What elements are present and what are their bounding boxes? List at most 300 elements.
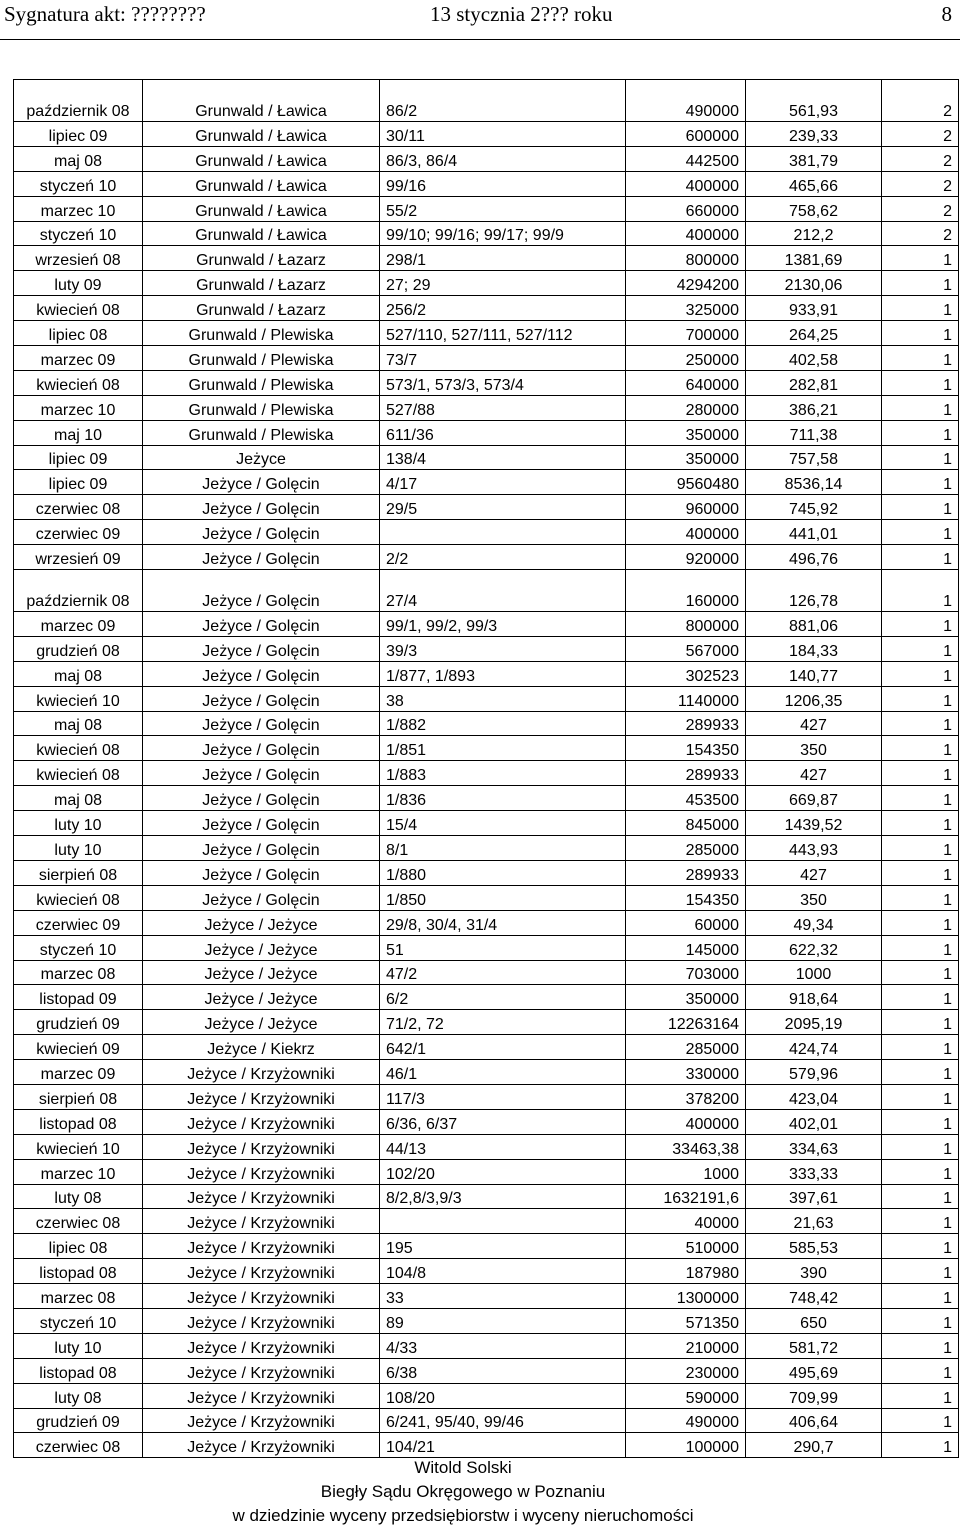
location-cell: Jeżyce / Krzyżowniki — [143, 1060, 380, 1085]
transaction-date-cell: czerwiec 08 — [14, 1433, 143, 1458]
transaction-date-cell: kwiecień 08 — [14, 296, 143, 321]
price-per-sqm-cell: 8536,14 — [746, 470, 882, 495]
transaction-date-cell: kwiecień 09 — [14, 1035, 143, 1060]
transaction-date-cell: marzec 09 — [14, 346, 143, 371]
plot-number-cell: 1/877, 1/893 — [380, 661, 626, 686]
column-six-cell: 2 — [882, 196, 959, 221]
plot-number-cell: 573/1, 573/3, 573/4 — [380, 370, 626, 395]
price-cell: 12263164 — [626, 1010, 746, 1035]
price-cell: 289933 — [626, 860, 746, 885]
table-row — [14, 1209, 959, 1234]
plot-number-cell: 38 — [380, 686, 626, 711]
location-cell: Grunwald / Łazarz — [143, 296, 380, 321]
plot-number-cell: 138/4 — [380, 445, 626, 470]
price-cell: 490000 — [626, 1408, 746, 1433]
price-cell: 100000 — [626, 1433, 746, 1458]
transaction-date-cell: styczeń 10 — [14, 171, 143, 196]
transaction-date-cell: maj 08 — [14, 661, 143, 686]
table-row — [14, 985, 959, 1010]
table-row — [14, 960, 959, 985]
location-cell: Jeżyce / Golęcin — [143, 520, 380, 545]
transaction-date-cell: sierpień 08 — [14, 860, 143, 885]
price-per-sqm-cell: 711,38 — [746, 420, 882, 445]
plot-number-cell: 108/20 — [380, 1383, 626, 1408]
price-per-sqm-cell: 918,64 — [746, 985, 882, 1010]
location-cell: Grunwald / Plewiska — [143, 346, 380, 371]
price-per-sqm-cell: 581,72 — [746, 1333, 882, 1358]
price-cell: 640000 — [626, 370, 746, 395]
price-per-sqm-cell: 745,92 — [746, 495, 882, 520]
transaction-date-cell: maj 10 — [14, 420, 143, 445]
plot-number-cell: 51 — [380, 935, 626, 960]
price-cell: 660000 — [626, 196, 746, 221]
table-row — [14, 271, 959, 296]
transaction-date-cell: maj 08 — [14, 146, 143, 171]
table-row — [14, 836, 959, 861]
price-per-sqm-cell: 757,58 — [746, 445, 882, 470]
transaction-date-cell: czerwiec 08 — [14, 495, 143, 520]
location-cell: Jeżyce / Krzyżowniki — [143, 1259, 380, 1284]
transaction-date-cell: grudzień 09 — [14, 1010, 143, 1035]
price-per-sqm-cell: 465,66 — [746, 171, 882, 196]
table-row — [14, 1084, 959, 1109]
column-six-cell: 1 — [882, 1184, 959, 1209]
transaction-date-cell: listopad 08 — [14, 1358, 143, 1383]
transaction-date-cell: marzec 10 — [14, 196, 143, 221]
price-cell: 33463,38 — [626, 1134, 746, 1159]
price-per-sqm-cell: 402,01 — [746, 1109, 882, 1134]
price-per-sqm-cell: 2130,06 — [746, 271, 882, 296]
column-six-cell: 1 — [882, 985, 959, 1010]
price-per-sqm-cell: 443,93 — [746, 836, 882, 861]
price-per-sqm-cell: 140,77 — [746, 661, 882, 686]
column-six-cell: 1 — [882, 1084, 959, 1109]
plot-number-cell: 298/1 — [380, 246, 626, 271]
price-per-sqm-cell: 709,99 — [746, 1383, 882, 1408]
price-per-sqm-cell: 333,33 — [746, 1159, 882, 1184]
column-six-cell: 1 — [882, 520, 959, 545]
plot-number-cell: 27/4 — [380, 570, 626, 612]
price-cell: 442500 — [626, 146, 746, 171]
location-cell: Jeżyce / Golęcin — [143, 612, 380, 637]
location-cell: Jeżyce / Golęcin — [143, 736, 380, 761]
price-per-sqm-cell: 290,7 — [746, 1433, 882, 1458]
column-six-cell: 1 — [882, 395, 959, 420]
column-six-cell: 1 — [882, 346, 959, 371]
price-per-sqm-cell: 933,91 — [746, 296, 882, 321]
table-row — [14, 1308, 959, 1333]
location-cell: Jeżyce / Krzyżowniki — [143, 1333, 380, 1358]
table-row — [14, 1060, 959, 1085]
transaction-date-cell: październik 08 — [14, 570, 143, 612]
plot-number-cell: 8/2,8/3,9/3 — [380, 1184, 626, 1209]
table-row — [14, 736, 959, 761]
column-six-cell: 1 — [882, 1234, 959, 1259]
price-cell: 378200 — [626, 1084, 746, 1109]
location-cell: Jeżyce / Krzyżowniki — [143, 1358, 380, 1383]
price-per-sqm-cell: 126,78 — [746, 570, 882, 612]
column-six-cell: 1 — [882, 860, 959, 885]
column-six-cell: 1 — [882, 811, 959, 836]
table-row — [14, 570, 959, 612]
table-row — [14, 1010, 959, 1035]
transaction-date-cell: kwiecień 08 — [14, 370, 143, 395]
table-row — [14, 1408, 959, 1433]
price-cell: 845000 — [626, 811, 746, 836]
price-cell: 280000 — [626, 395, 746, 420]
plot-number-cell: 73/7 — [380, 346, 626, 371]
price-per-sqm-cell: 390 — [746, 1259, 882, 1284]
transaction-date-cell: październik 08 — [14, 80, 143, 122]
price-per-sqm-cell: 585,53 — [746, 1234, 882, 1259]
price-cell: 510000 — [626, 1234, 746, 1259]
transaction-date-cell: styczeń 10 — [14, 1308, 143, 1333]
price-per-sqm-cell: 424,74 — [746, 1035, 882, 1060]
document-date: 13 stycznia 2??? roku — [430, 2, 613, 26]
price-cell: 350000 — [626, 985, 746, 1010]
plot-number-cell: 71/2, 72 — [380, 1010, 626, 1035]
price-cell: 210000 — [626, 1333, 746, 1358]
price-cell: 160000 — [626, 570, 746, 612]
transaction-date-cell: sierpień 08 — [14, 1084, 143, 1109]
location-cell: Jeżyce / Golęcin — [143, 711, 380, 736]
transaction-date-cell: marzec 08 — [14, 960, 143, 985]
table-row — [14, 445, 959, 470]
transaction-date-cell: marzec 09 — [14, 612, 143, 637]
table-row — [14, 811, 959, 836]
column-six-cell: 1 — [882, 736, 959, 761]
table-row — [14, 910, 959, 935]
price-per-sqm-cell: 669,87 — [746, 786, 882, 811]
price-per-sqm-cell: 427 — [746, 711, 882, 736]
price-per-sqm-cell: 264,25 — [746, 321, 882, 346]
price-cell: 571350 — [626, 1308, 746, 1333]
transaction-date-cell: wrzesień 08 — [14, 246, 143, 271]
price-cell: 289933 — [626, 761, 746, 786]
location-cell: Jeżyce / Krzyżowniki — [143, 1109, 380, 1134]
table-row — [14, 122, 959, 147]
column-six-cell: 1 — [882, 761, 959, 786]
column-six-cell: 2 — [882, 171, 959, 196]
column-six-cell: 1 — [882, 636, 959, 661]
plot-number-cell: 99/1, 99/2, 99/3 — [380, 612, 626, 637]
table-row — [14, 612, 959, 637]
location-cell: Jeżyce / Krzyżowniki — [143, 1209, 380, 1234]
plot-number-cell: 642/1 — [380, 1035, 626, 1060]
plot-number-cell: 99/10; 99/16; 99/17; 99/9 — [380, 221, 626, 246]
plot-number-cell: 47/2 — [380, 960, 626, 985]
plot-number-cell: 4/33 — [380, 1333, 626, 1358]
price-cell: 600000 — [626, 122, 746, 147]
transaction-date-cell: luty 10 — [14, 836, 143, 861]
location-cell: Jeżyce / Krzyżowniki — [143, 1184, 380, 1209]
column-six-cell: 1 — [882, 1109, 959, 1134]
transaction-date-cell: kwiecień 10 — [14, 686, 143, 711]
location-cell: Jeżyce / Krzyżowniki — [143, 1134, 380, 1159]
location-cell: Jeżyce / Golęcin — [143, 495, 380, 520]
location-cell: Grunwald / Ławica — [143, 221, 380, 246]
plot-number-cell: 611/36 — [380, 420, 626, 445]
price-cell: 400000 — [626, 171, 746, 196]
case-signature: Sygnatura akt: ???????? — [4, 2, 206, 26]
transaction-date-cell: marzec 10 — [14, 395, 143, 420]
price-per-sqm-cell: 1000 — [746, 960, 882, 985]
transaction-date-cell: luty 08 — [14, 1383, 143, 1408]
plot-number-cell: 89 — [380, 1308, 626, 1333]
price-cell: 60000 — [626, 910, 746, 935]
plot-number-cell: 1/836 — [380, 786, 626, 811]
table-row — [14, 80, 959, 122]
table-row — [14, 196, 959, 221]
table-row — [14, 935, 959, 960]
plot-number-cell: 527/110, 527/111, 527/112 — [380, 321, 626, 346]
transaction-date-cell: czerwiec 09 — [14, 910, 143, 935]
column-six-cell: 1 — [882, 1035, 959, 1060]
price-per-sqm-cell: 427 — [746, 761, 882, 786]
price-per-sqm-cell: 881,06 — [746, 612, 882, 637]
transaction-date-cell: kwiecień 08 — [14, 736, 143, 761]
price-per-sqm-cell: 622,32 — [746, 935, 882, 960]
plot-number-cell: 4/17 — [380, 470, 626, 495]
column-six-cell: 1 — [882, 786, 959, 811]
location-cell: Grunwald / Łazarz — [143, 271, 380, 296]
transaction-date-cell: listopad 08 — [14, 1259, 143, 1284]
column-six-cell: 1 — [882, 1408, 959, 1433]
price-per-sqm-cell: 441,01 — [746, 520, 882, 545]
transaction-date-cell: grudzień 09 — [14, 1408, 143, 1433]
price-per-sqm-cell: 397,61 — [746, 1184, 882, 1209]
column-six-cell: 2 — [882, 122, 959, 147]
plot-number-cell: 256/2 — [380, 296, 626, 321]
plot-number-cell: 117/3 — [380, 1084, 626, 1109]
price-per-sqm-cell: 350 — [746, 736, 882, 761]
plot-number-cell: 6/2 — [380, 985, 626, 1010]
price-cell: 330000 — [626, 1060, 746, 1085]
location-cell: Grunwald / Ławica — [143, 80, 380, 122]
price-cell: 960000 — [626, 495, 746, 520]
location-cell: Jeżyce / Golęcin — [143, 570, 380, 612]
column-six-cell: 1 — [882, 1159, 959, 1184]
column-six-cell: 1 — [882, 1383, 959, 1408]
location-cell: Jeżyce / Krzyżowniki — [143, 1433, 380, 1458]
price-per-sqm-cell: 406,64 — [746, 1408, 882, 1433]
price-cell: 285000 — [626, 836, 746, 861]
transaction-date-cell: kwiecień 10 — [14, 1134, 143, 1159]
table-row — [14, 661, 959, 686]
plot-number-cell: 527/88 — [380, 395, 626, 420]
table-row — [14, 1109, 959, 1134]
price-cell: 703000 — [626, 960, 746, 985]
location-cell: Jeżyce / Krzyżowniki — [143, 1383, 380, 1408]
transaction-date-cell: lipiec 09 — [14, 470, 143, 495]
price-per-sqm-cell: 386,21 — [746, 395, 882, 420]
price-per-sqm-cell: 579,96 — [746, 1060, 882, 1085]
transaction-date-cell: lipiec 09 — [14, 445, 143, 470]
plot-number-cell: 8/1 — [380, 836, 626, 861]
price-per-sqm-cell: 282,81 — [746, 370, 882, 395]
column-six-cell: 1 — [882, 1433, 959, 1458]
column-six-cell: 1 — [882, 1209, 959, 1234]
column-six-cell: 1 — [882, 271, 959, 296]
plot-number-cell: 104/8 — [380, 1259, 626, 1284]
column-six-cell: 1 — [882, 612, 959, 637]
price-per-sqm-cell: 495,69 — [746, 1358, 882, 1383]
table-row — [14, 171, 959, 196]
price-per-sqm-cell: 423,04 — [746, 1084, 882, 1109]
plot-number-cell: 27; 29 — [380, 271, 626, 296]
column-six-cell: 1 — [882, 885, 959, 910]
table-row — [14, 1259, 959, 1284]
price-per-sqm-cell: 49,34 — [746, 910, 882, 935]
column-six-cell: 1 — [882, 445, 959, 470]
location-cell: Grunwald / Ławica — [143, 122, 380, 147]
plot-number-cell: 6/241, 95/40, 99/46 — [380, 1408, 626, 1433]
price-cell: 1140000 — [626, 686, 746, 711]
plot-number-cell: 1/851 — [380, 736, 626, 761]
transaction-date-cell: luty 08 — [14, 1184, 143, 1209]
table-row — [14, 296, 959, 321]
price-cell: 400000 — [626, 520, 746, 545]
transaction-date-cell: lipiec 08 — [14, 1234, 143, 1259]
location-cell: Jeżyce / Krzyżowniki — [143, 1284, 380, 1309]
transactions-table-body — [14, 80, 959, 1458]
table-row — [14, 395, 959, 420]
plot-number-cell: 6/36, 6/37 — [380, 1109, 626, 1134]
table-row — [14, 1383, 959, 1408]
expert-title: Biegły Sądu Okręgowego w Poznaniu — [320, 1482, 606, 1501]
location-cell: Grunwald / Łazarz — [143, 246, 380, 271]
location-cell: Jeżyce / Jeżyce — [143, 960, 380, 985]
plot-number-cell: 104/21 — [380, 1433, 626, 1458]
table-row — [14, 520, 959, 545]
plot-number-cell: 195 — [380, 1234, 626, 1259]
table-row — [14, 545, 959, 570]
transaction-date-cell: kwiecień 08 — [14, 761, 143, 786]
plot-number-cell: 1/850 — [380, 885, 626, 910]
table-row — [14, 495, 959, 520]
column-six-cell: 1 — [882, 1358, 959, 1383]
location-cell: Jeżyce / Krzyżowniki — [143, 1308, 380, 1333]
signature-block — [0, 1456, 926, 1528]
price-cell: 800000 — [626, 612, 746, 637]
table-row — [14, 860, 959, 885]
plot-number-cell: 33 — [380, 1284, 626, 1309]
plot-number-cell: 15/4 — [380, 811, 626, 836]
price-per-sqm-cell: 1381,69 — [746, 246, 882, 271]
table-row — [14, 321, 959, 346]
transaction-date-cell: listopad 09 — [14, 985, 143, 1010]
price-cell: 490000 — [626, 80, 746, 122]
column-six-cell: 1 — [882, 1134, 959, 1159]
transaction-date-cell: czerwiec 09 — [14, 520, 143, 545]
price-per-sqm-cell: 21,63 — [746, 1209, 882, 1234]
price-per-sqm-cell: 334,63 — [746, 1134, 882, 1159]
table-row — [14, 786, 959, 811]
table-row — [14, 1333, 959, 1358]
location-cell: Jeżyce / Jeżyce — [143, 985, 380, 1010]
table-row — [14, 1184, 959, 1209]
column-six-cell: 1 — [882, 686, 959, 711]
price-per-sqm-cell: 350 — [746, 885, 882, 910]
table-row — [14, 885, 959, 910]
location-cell: Jeżyce — [143, 445, 380, 470]
plot-number-cell: 99/16 — [380, 171, 626, 196]
transaction-date-cell: luty 10 — [14, 811, 143, 836]
transaction-date-cell: maj 08 — [14, 786, 143, 811]
transaction-date-cell: marzec 10 — [14, 1159, 143, 1184]
transaction-date-cell: czerwiec 08 — [14, 1209, 143, 1234]
plot-number-cell: 6/38 — [380, 1358, 626, 1383]
column-six-cell: 1 — [882, 1308, 959, 1333]
plot-number-cell: 46/1 — [380, 1060, 626, 1085]
column-six-cell: 1 — [882, 1259, 959, 1284]
transaction-date-cell: kwiecień 08 — [14, 885, 143, 910]
price-per-sqm-cell: 212,2 — [746, 221, 882, 246]
plot-number-cell: 1/880 — [380, 860, 626, 885]
page-header — [0, 0, 960, 40]
plot-number-cell: 86/2 — [380, 80, 626, 122]
expert-field: w dziedzinie wyceny przedsiębiorstw i wyceny nieruchomości — [232, 1506, 694, 1525]
price-cell: 453500 — [626, 786, 746, 811]
column-six-cell: 1 — [882, 910, 959, 935]
table-row — [14, 1159, 959, 1184]
transaction-date-cell: lipiec 08 — [14, 321, 143, 346]
price-per-sqm-cell: 496,76 — [746, 545, 882, 570]
price-cell: 700000 — [626, 321, 746, 346]
column-six-cell: 1 — [882, 420, 959, 445]
price-cell: 289933 — [626, 711, 746, 736]
price-cell: 400000 — [626, 1109, 746, 1134]
table-row — [14, 346, 959, 371]
price-cell: 1300000 — [626, 1284, 746, 1309]
column-six-cell: 2 — [882, 80, 959, 122]
price-cell: 350000 — [626, 445, 746, 470]
column-six-cell: 1 — [882, 545, 959, 570]
price-cell: 350000 — [626, 420, 746, 445]
column-six-cell: 1 — [882, 935, 959, 960]
location-cell: Grunwald / Ławica — [143, 171, 380, 196]
table-row — [14, 1035, 959, 1060]
price-cell: 325000 — [626, 296, 746, 321]
column-six-cell: 1 — [882, 370, 959, 395]
price-per-sqm-cell: 2095,19 — [746, 1010, 882, 1035]
plot-number-cell: 39/3 — [380, 636, 626, 661]
location-cell: Jeżyce / Jeżyce — [143, 1010, 380, 1035]
location-cell: Grunwald / Ławica — [143, 146, 380, 171]
location-cell: Jeżyce / Golęcin — [143, 885, 380, 910]
price-per-sqm-cell: 402,58 — [746, 346, 882, 371]
column-six-cell: 1 — [882, 1284, 959, 1309]
table-row — [14, 761, 959, 786]
location-cell: Jeżyce / Golęcin — [143, 836, 380, 861]
transaction-date-cell: marzec 08 — [14, 1284, 143, 1309]
transaction-date-cell: luty 09 — [14, 271, 143, 296]
plot-number-cell: 2/2 — [380, 545, 626, 570]
column-six-cell: 1 — [882, 836, 959, 861]
table-row — [14, 686, 959, 711]
column-six-cell: 2 — [882, 221, 959, 246]
location-cell: Jeżyce / Golęcin — [143, 686, 380, 711]
table-row — [14, 470, 959, 495]
price-cell: 285000 — [626, 1035, 746, 1060]
plot-number-cell: 30/11 — [380, 122, 626, 147]
column-six-cell: 2 — [882, 146, 959, 171]
plot-number-cell: 1/882 — [380, 711, 626, 736]
price-cell: 250000 — [626, 346, 746, 371]
transactions-table — [13, 79, 959, 1458]
transaction-date-cell: maj 08 — [14, 711, 143, 736]
location-cell: Jeżyce / Golęcin — [143, 545, 380, 570]
